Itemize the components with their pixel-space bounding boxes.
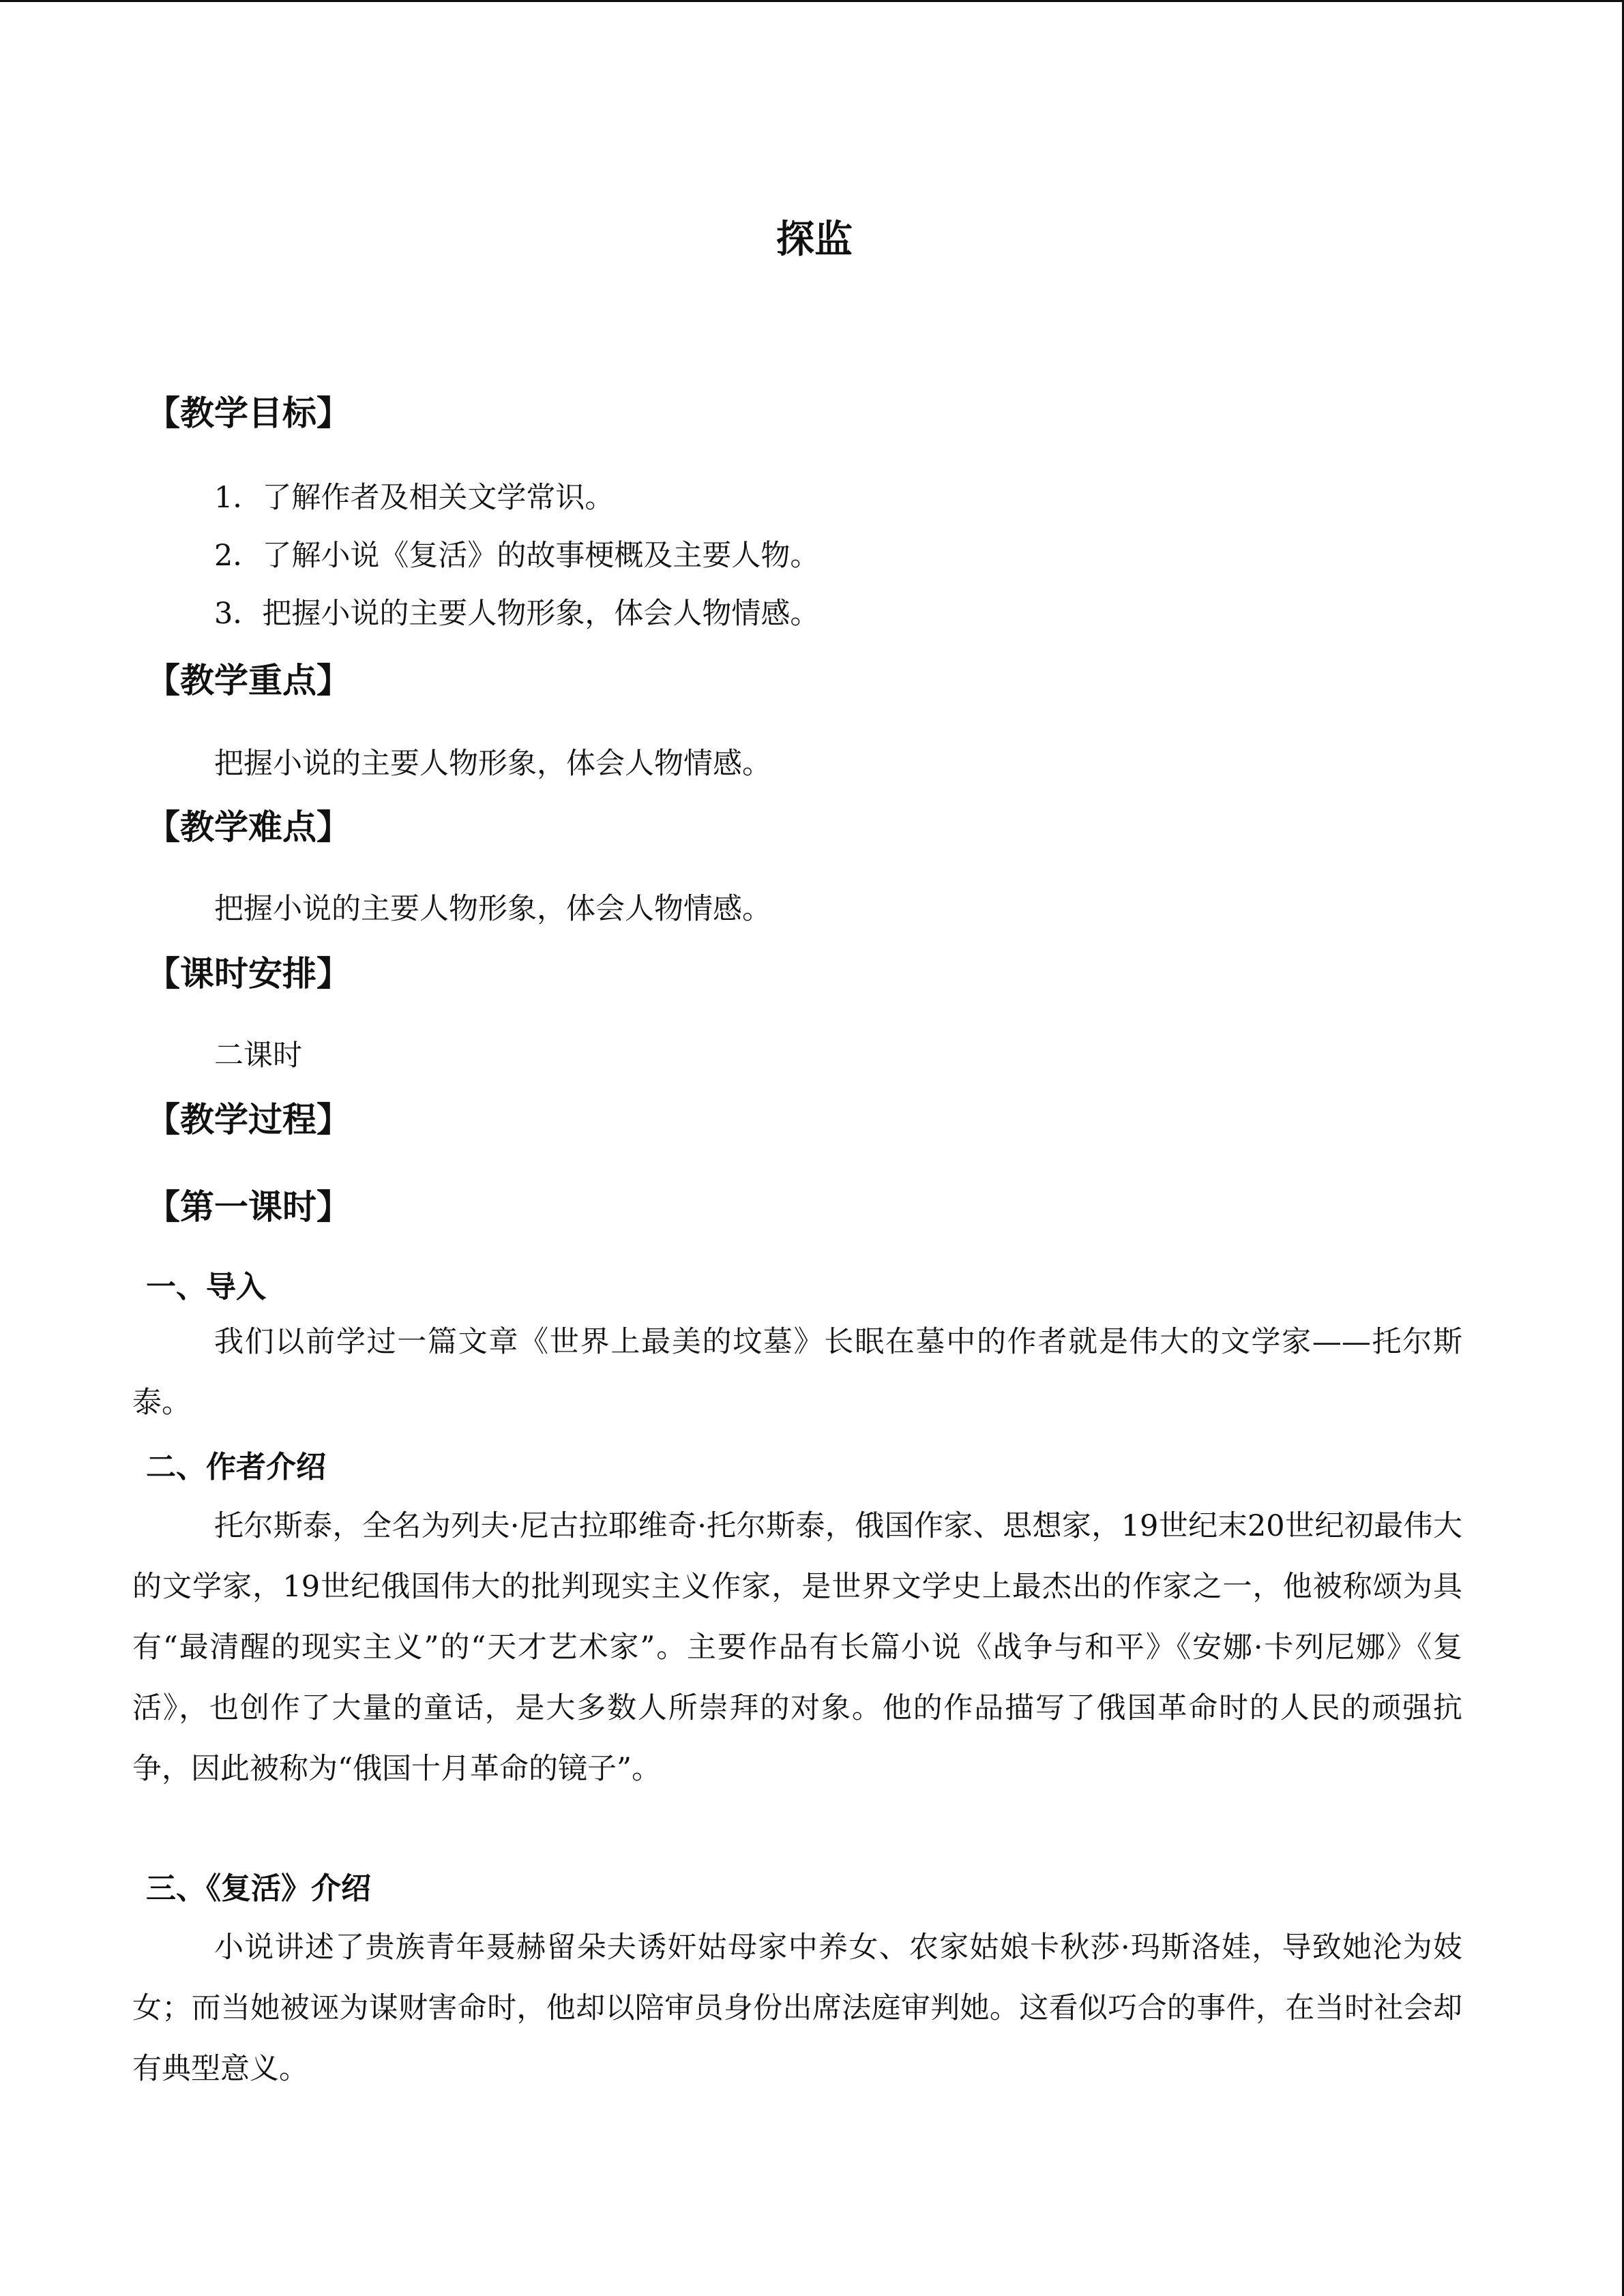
part-heading-author: 二、作者介绍	[146, 1450, 326, 1485]
part-text-intro: 我们以前学过一篇文章《世界上最美的坟墓》长眠在墓中的作者就是伟大的文学家——托尔斯泰。	[132, 1325, 1462, 1420]
objective-item-3: 3．把握小说的主要人物形象，体会人物情感。	[214, 597, 820, 631]
difficulties-text: 把握小说的主要人物形象，体会人物情感。	[214, 892, 771, 926]
objective-item-2: 2．了解小说《复活》的故事梗概及主要人物。	[214, 539, 820, 573]
section-heading-objectives: 【教学目标】	[146, 393, 351, 433]
part-text-author: 托尔斯泰，全名为列夫·尼古拉耶维奇·托尔斯泰，俄国作家、思想家，19世纪末20世纪初最伟大的文学家，19世纪俄国伟大的批判现实主义作家，是世界文学史上最杰出的作家之一，他被称颂为具有“最清醒的现实主义”的“天才艺术家”。主要作品有长篇小说《战争与和平》《安娜·卡列尼娜》《复活》，也创作了大量的童话，是大多数人所崇拜的对象。他的作品描写了俄国革命时的人民的顽强抗争，因此被称为“俄国十月革命的镜子”。	[132, 1509, 1462, 1786]
section-heading-process: 【教学过程】	[146, 1100, 351, 1139]
section-heading-first-lesson: 【第一课时】	[146, 1187, 351, 1227]
part-heading-intro: 一、导入	[146, 1270, 266, 1304]
section-heading-key-points: 【教学重点】	[146, 661, 351, 700]
section-heading-difficulties: 【教学难点】	[146, 807, 351, 847]
key-points-text: 把握小说的主要人物形象，体会人物情感。	[214, 747, 771, 781]
section-heading-schedule: 【课时安排】	[146, 954, 351, 994]
objective-item-1: 1．了解作者及相关文学常识。	[214, 481, 615, 515]
schedule-text: 二课时	[214, 1039, 302, 1073]
page-title: 探监	[776, 218, 853, 262]
part-heading-novel: 三、《复活》介绍	[146, 1871, 371, 1906]
part-text-novel: 小说讲述了贵族青年聂赫留朵夫诱奸姑母家中养女、农家姑娘卡秋莎·玛斯洛娃，导致她沦为妓女；而当她被诬为谋财害命时，他却以陪审员身份出席法庭审判她。这看似巧合的事件，在当时社会却有典型意义。	[132, 1930, 1462, 2086]
